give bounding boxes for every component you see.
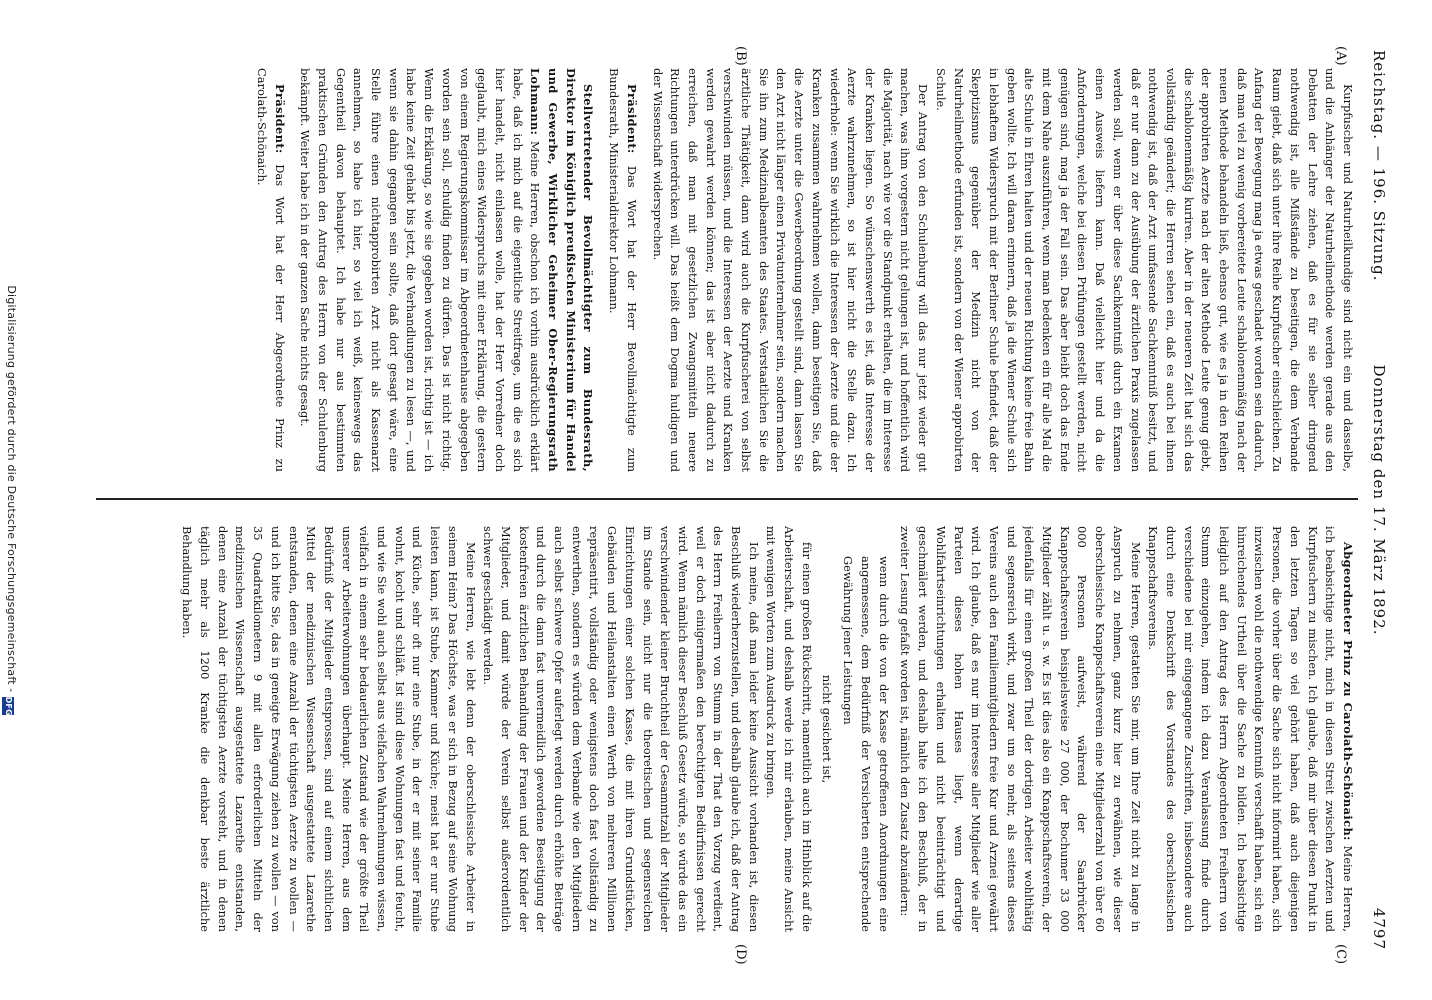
speech-carolath [1144,526,1356,932]
paragraph: Kurpfuscher und Naturheilkundige sind nicht ein und dasselbe, und die Anhänger der Naturheilmethode werden gerade aus den Debatten der Lehre ziehen, daß es für sie selber dringend nothwendig ist, alle Mißstände zu beseitigen, die dem Verbande Raum giebt, daß sich unter ihre Reihe Kurpfuscher einschleichen. Zu Anfang der Bewegung mag ja etwas geschadet worden sein dadurch, daß man viel zu wenig vorbereitete Leute schablonenmäßig nach der neuen Methode behandeln ließ, ebenso gut, wie es ja in den Reihen der approbirten Aerzte nach der alten Methode Leute genug giebt, die schablonenmäßig kuriren. Aber in der neueren Zeit hat sich das vollständig geändert; die Herren sehen ein, daß es auch bei ihnen nothwendig ist, daß der Arzt umfassende Sachkenntniß besitzt, und daß er nur dann zu der Ausübung der ärztlichen Praxis zugelassen werden soll, wenn er über diese Sachkenntniß durch ein Examen einen Ausweis liefern kann. Daß vielleicht hier und da die Anforderungen, welche bei diesen Prüfungen gestellt werden, nicht genügen sind, mag ja der Fall sein. Das aber bleibt doch das Ende mit dem Nahe auszuführen, wenn man bedenken ein für alle Mal die alte Schule in Ehren halten und der neuen Richtung keine freie Bahn geben wollte. Ich will daran erinnern, daß ja die Wiener Schule sich in lebhaftem Widerspruch mit der Berliner Schule befindet, daß der Skeptizismus gegenüber der Medizin nicht von der Naturheilmethode erfunden ist, sondern von der Wiener approbirten Schule. [933,68,1355,472]
margin-marker-d: (D) [733,944,748,965]
speech-text: Das Wort hat der Herr Bevollmächtigte zum Bundesrath, Ministerialdirektor Lohmann. [607,68,639,472]
credit-text: Digitalisierung gefördert durch die Deutsche Forschungsgemeinschaft - [5,285,18,693]
left-column [96,68,1356,472]
margin-marker-c: (C) [1333,944,1348,965]
right-column [96,526,1356,932]
quoted-text: wenn durch die von der Kasse getroffenen Anordnungen eine angemessene, dem Bedürfniß der Versicherten entsprechende Gewährung jener Leistungen [841,556,891,932]
paragraph: Meine Herren, gestatten Sie mir, um Ihre Zeit nicht zu lange in Anspruch zu nehmen, ganz kurz hier zu erwähnen, wie dieser oberschlesische Knappschaftsverein eine Mitgliederzahl von über 60 000 Personen aufweist, während der Saarbrücker Knappschaftsverein beispielsweise 27 000, der Bochumer 33 000 Mitglieder zählt u. s. w. Es ist dies also ein Knappschaftsverein, der jedenfalls für einen großen Theil der dortigen Arbeiter wohlthätig und segensreich wirkt, und zwar um so mehr, als seitens dieses Vereins auch den Familienmitgliedern freie Kur und Arznei gewährt wird. Ich glaube, daß es nur im Interesse aller Mitglieder wie aller Parteien dieses hohen Hauses liegt, wenn derartige Wohlfahrtseinrichtungen erhalten und nicht beeinträchtigt und geschmälert werden, und deshalb halte ich den Beschluß, der in zweiter Lesung gefaßt worden ist, nämlich den Zusatz abzuändern: [898,526,1143,932]
paragraph: Meine Herren, wie lebt denn der oberschlesische Arbeiter in seinem Heim? Das Höchste, was er sich in Bezug auf seine Wohnung leisten kann, ist Stube, Kammer und Küche; meist hat er nur Stube und Küche, sehr oft nur eine Stube, in der er mit seiner Familie wohnt, kocht und schläft. Ist sind diese Wohnungen fast und feucht, und wie Sie wohl auch selbst aus vielfachen Wahrnehmungen wissen, vielfach in einem sehr bedauerlichen Zustand wie der größte Theil unserer Arbeiterwohnungen überhaupt. Meine Herren, aus dem Bedürfniß der Mitglieder entsprossen, sind auf einem sichtlichen Mittel der medizinischen Wissenschaft ausgestattete Lazarethe entstanden, denen eine Anzahl der tüchtigsten Aerzte zu wollen — und ich bitte Sie, das in geneigte Erwägung ziehen zu wollen — von 35 Quadratkilometern 9 mit allen erforderlichen Mitteln der medizinischen Wissenschaft ausgestattete Lazarethe entstanden, denen eine Anzahl der tüchtigsten Aerzte vorsteht, und in denen täglich mehr als 1200 Kranke die denkbar beste ärztliche Behandlung haben. [180,526,478,932]
speech-president-1 [604,68,639,472]
margin-marker-b: (B) [733,46,748,66]
speaker-name: Präsident: [624,84,639,154]
speech-text: Meine Herren, obschon ich vorhin ausdrücklich erklärt habe, daß ich mich auf die eigentliche Streitfrage, um die es sich hier handelt, nicht einlassen wolle, hat der Herr Vorredner doch geglaubt, mich eines Widerspruchs mit einer Erklärung, die gestern von einem Regierungskommissar im Abgeordnetenhause abgegeben worden sein soll, schuldig finden zu dürfen. Das ist nicht richtig. Wenn die Erklärung, so wie sie gegeben worden ist, richtig ist — ich habe keine Zeit gehabt bis jetzt, die Verhandlungen zu lesen —, und wenn sie dahin gegangen sein sollte, daß dort gesagt wäre, eine Stelle führe einen nichtapprobirten Arzt nicht als Kassenarzt annehmen, so habe ich hier, so viel ich weiß, keineswegs das Gegentheil davon behauptet. Ich habe nur aus bestimmten praktischen Gründen den Antrag des Herrn von der Schulenburg bekämpft. Weiter habe ich in der ganzen Sache nichts gesagt. [298,68,543,472]
margin-marker-a: (A) [1333,46,1348,66]
speech-lohmann [296,68,597,472]
dfg-logo: DFG [4,696,13,716]
speaker-name: Stellvertretender Bevollmächtigter zum Bundesrath, Direktor im Königlich preußischen Ministerium für Handel und Gewerbe, Wirklicher Geheimer Ober-Regierungsrath Lohmann: [528,68,596,472]
page-number: 4797 [1370,907,1388,950]
digitization-credit [2,0,18,1000]
speech-text: Das Wort hat der Herr Abgeordnete Prinz zu Carolath-Schönaich. [254,68,287,472]
quoted-text: nicht gesichert ist, [819,674,834,784]
header-left: Reichstag. — 196. Sitzung. [1370,50,1388,282]
paragraph: Der Antrag von den Schulenburg will das nur jetzt wieder gut machen, was ihm vorgestern nicht gelungen ist, und hoffentlich wird die Majorität, nach wie vor die Standpunkt erhalten, die im Interesse der Kranken liegen. So wünschenswerth es ist, daß Interesse der Aerzte wahrzunehmen, so ist hier nicht die Stelle dazu. Ich wiederhole: wenn Sie wirklich die Interessen der Aerzte und die der Kranken zusammen wahrnehmen wollen, dann beseitigen Sie, daß die Aerzte unter die Gewerbeordnung gestellt sind, dann lassen Sie den Arzt nicht länger einen Privatunternehmer sein, sondern machen Sie ihn zum Medizinalbeamten des Staates. Verstaatlichen Sie die ärztliche Thätigkeit, dann wird auch die Kurpfuscherei von selbst verschwinden müssen, und die Interessen der Aerzte und Kranken werden gewahrt werden können; das ist aber nicht dadurch zu erreichen, daß man mit gesetzlichen Zwangsmitteln neuere Richtungen unterdrücken will. Das heißt dem Dogma huldigen und der Wissenschaft widersprechen. [650,68,931,472]
page-header [1362,40,1392,960]
paragraph: Ich meine, daß man leider keine Aussicht vorhanden ist, diesen Beschluß wiederherzustellen, und deshalb glaube ich, daß der Antrag des Herrn Freiherrn von Stumm in der That den Vorzug verdient, weil er doch einigermaßen den berechtigten Bedürfnissen gerecht wird. Wenn nämlich dieser Beschluß Gesetz würde, so würde das ein verschwindender kleiner Bruchtheil der Gesammtzahl der Mitglieder im Stande sein, nicht nur die theoretischen und segensreichen Einrichtungen einer solchen Kasse, die mit ihren Grundstücken, Gebäuden und Heilanstalten einen Werth von mehreren Millionen repräsentirt, vollständig oder wenigstens doch fast vollständig zu entwerthen, sondern es würden dem Verbande wie den Mitgliedern auch selbst schwere Opfer auferlegt werden durch erhöhte Beiträge und durch die dann fast unvermeidlich gewordene Beseitigung der kostenfreien ärztlichen Behandlung der Frauen und der Kinder der Mitglieder, und damit würde der Verein selbst außerordentlich schwer geschädigt werden. [481,526,761,932]
speaker-name: Präsident: [272,84,287,154]
column-divider [96,498,1358,500]
paragraph: für einen großen Rückschritt, namentlich auch im Hinblick auf die Arbeiterschaft, und deshalb werde ich mir erlauben, meine Ansicht mit wenigen Worten zum Ausdruck zu bringen. [764,526,814,932]
speaker-name: Abgeordneter Prinz zu Carolath-Schönaich: [1341,542,1355,841]
speech-president-2 [252,68,287,472]
speech-text: Meine Herren, ich beabsichtige nicht, mich in diesen Streit zwischen Aerzten und Kurpfuschern zu mischen. Ich glaube, daß mir über diesen Punkt in den letzten Tagen so viel gehört haben, daß auch diejenigen Personen, die vorher über die Sache sich nicht informirt haben, sich inzwischen wohl die nothwendige Kenntniß verschafft haben, sich ein hinreichendes Urtheil über die Sache zu bilden. Ich beabsichtige lediglich auf den Antrag des Herrn Abgeordneten Freiherrn von Stumm einzugehen, indem ich dazu Veranlassung finde durch verschiedene bei mir eingegangene Zuschriften, insbesondere auch durch eine Denkschrift des Vorstandes des oberschlesischen Knappschaftsvereins. [1146,526,1355,932]
header-center: Donnerstag den 17. März 1892. [1370,364,1388,636]
